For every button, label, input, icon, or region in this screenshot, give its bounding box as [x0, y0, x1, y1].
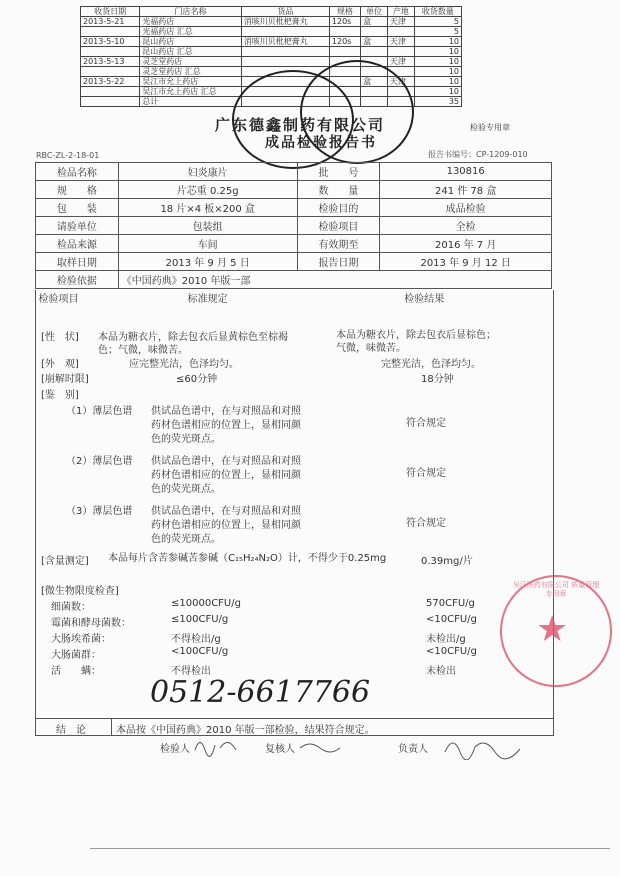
info-row — [36, 163, 552, 181]
receipt-cell — [387, 27, 414, 37]
item-result: 符合规定 — [406, 418, 446, 429]
receipt-cell — [361, 47, 388, 57]
handwritten-phone: 0512-6617766 — [150, 675, 371, 710]
receipt-row — [81, 17, 462, 27]
info-value: 2013 年 9 月 12 日 — [380, 253, 552, 271]
micro-standard: ≤10000CFU/g — [171, 598, 241, 609]
conclusion-text: 本品按《中国药典》2010 年版一部检验，结果符合规定。 — [116, 725, 375, 736]
report-number: 报告书编号：CP-1209-010 — [428, 150, 528, 159]
receipt-cell — [81, 87, 140, 97]
receipt-cell: 10 — [414, 87, 461, 97]
info-value: 2016 年 7 月 — [380, 235, 552, 253]
item-standard: 本品为糖衣片，除去包衣后显黄棕色至棕褐 — [98, 332, 288, 343]
col-item: 检验项目 — [38, 294, 79, 305]
info-label: 报告日期 — [297, 253, 380, 271]
item-standard: 药材色谱相应的位置上，显相同颜 — [151, 520, 301, 531]
receipt-row — [81, 57, 462, 67]
micro-standard: 不得检出/g — [171, 634, 221, 645]
info-label: 请验单位 — [36, 217, 119, 235]
item-result: 18分钟 — [421, 374, 454, 385]
receipt-cell: 天津 — [387, 37, 414, 47]
basis-value: 《中国药典》2010 年版一部 — [118, 271, 551, 289]
receipt-row — [81, 47, 462, 57]
receipt-cell: 5 — [414, 27, 461, 37]
info-value: 包装组 — [118, 217, 297, 235]
item-label: [鉴 别] — [41, 390, 79, 401]
receipt-cell — [329, 27, 360, 37]
receipt-header-cell: 规格 — [329, 7, 360, 17]
fax-footer-line — [90, 848, 610, 849]
receipt-cell: 10 — [414, 37, 461, 47]
info-row — [36, 217, 552, 235]
col-result: 检验结果 — [404, 294, 445, 305]
micro-standard: 不得检出 — [171, 666, 211, 677]
info-label: 包 装 — [36, 199, 119, 217]
receipt-cell: 2013-5-10 — [81, 37, 140, 47]
red-company-stamp — [500, 575, 612, 687]
info-label: 检验目的 — [297, 199, 380, 217]
item-result: 0.39mg/片 — [421, 556, 473, 567]
info-value: 全检 — [380, 217, 552, 235]
info-value: 241 件 78 盒 — [380, 181, 552, 199]
receipt-cell — [361, 27, 388, 37]
test-items — [35, 290, 554, 736]
receipt-header-cell: 产地 — [387, 7, 414, 17]
item-label: [微生物限度检查] — [41, 586, 119, 597]
item-result: 完整光洁，色泽均匀。 — [381, 359, 481, 370]
receipt-header-cell: 收货日期 — [81, 7, 140, 17]
receipt-cell: 灵芝堂药店 — [140, 57, 242, 67]
info-value: 片芯重 0.25g — [118, 181, 297, 199]
item-result: 符合规定 — [406, 518, 446, 529]
receipt-cell: 吴江市允上药店 — [140, 77, 242, 87]
receipt-cell — [241, 47, 329, 57]
receipt-header — [81, 7, 462, 17]
sub-item-label: （3）薄层色谱 — [66, 506, 133, 517]
info-label: 规 格 — [36, 181, 119, 199]
info-label: 检品来源 — [36, 235, 119, 253]
receipt-cell: 天津 — [387, 77, 414, 87]
item-standard: 色的荧光斑点。 — [151, 484, 221, 495]
receipt-cell: 10 — [414, 77, 461, 87]
receipt-cell: 120s — [329, 37, 360, 47]
receipt-cell — [81, 27, 140, 37]
form-code: RBC-ZL-2-18-01 — [36, 151, 100, 160]
conclusion-label: 结 论 — [56, 725, 86, 736]
receipt-header-cell: 货品 — [241, 7, 329, 17]
micro-standard: ≤100CFU/g — [171, 614, 229, 625]
reviewer-label: 复核人 — [265, 744, 295, 755]
item-standard: ≤60分钟 — [176, 374, 218, 385]
sub-item-label: （2）薄层色谱 — [66, 456, 133, 467]
black-stamp-right — [300, 60, 414, 164]
handwritten-signatures — [190, 730, 550, 760]
receipt-header-cell: 单位 — [361, 7, 388, 17]
info-value: 130816 — [380, 163, 552, 181]
receipt-cell — [81, 47, 140, 57]
stamp-text: 检验专用章 — [470, 123, 510, 132]
item-standard: 色的荧光斑点。 — [151, 534, 221, 545]
item-label: [崩解时限] — [41, 374, 89, 385]
item-standard: 色；气微，味微苦。 — [98, 345, 188, 356]
item-label: [含量测定] — [41, 556, 89, 567]
info-row — [36, 235, 552, 253]
receipt-row — [81, 37, 462, 47]
basis-label: 检验依据 — [36, 271, 119, 289]
item-label: [外 观] — [41, 359, 79, 370]
info-row — [36, 253, 552, 271]
star-icon: ★ — [536, 609, 569, 650]
receipt-header-cell: 收货数量 — [414, 7, 461, 17]
stamp-text: 吴江医药有限公司 质量管理专用章 — [512, 581, 600, 598]
info-value: 妇炎康片 — [118, 163, 297, 181]
item-standard: 本品每片含苦参碱苦参碱（C₁₅H₂₄N₂O）计，不得少于0.25mg — [108, 553, 387, 564]
receipt-cell — [241, 57, 329, 67]
receipt-cell: 10 — [414, 67, 461, 77]
info-label: 有效期至 — [297, 235, 380, 253]
micro-result: <10CFU/g — [426, 646, 477, 657]
receipt-cell: 灵芝堂药店 汇总 — [140, 67, 242, 77]
receipt-cell: 消咳川贝枇杷膏丸 — [241, 37, 329, 47]
receipt-cell: 总计 — [140, 97, 242, 107]
micro-result: 未检出/g — [426, 634, 466, 645]
receipt-cell: 10 — [414, 47, 461, 57]
receipt-cell: 5 — [414, 17, 461, 27]
report-title: 成品检验报告书 — [265, 135, 377, 151]
receipt-cell: 光福药店 — [140, 17, 242, 27]
receipt-cell: 吴江市允上药店 汇总 — [140, 87, 242, 97]
receipt-cell — [241, 27, 329, 37]
info-label: 批 号 — [297, 163, 380, 181]
micro-result: 570CFU/g — [426, 598, 475, 609]
info-row — [36, 199, 552, 217]
info-value: 成品检验 — [380, 199, 552, 217]
item-result: 气微，味微苦。 — [336, 343, 406, 354]
info-value: 18 片×4 板×200 盒 — [118, 199, 297, 217]
receipt-header-cell: 门店名称 — [140, 7, 242, 17]
receipt-cell: 消咳川贝枇杷膏丸 — [241, 17, 329, 27]
company-title: 广东德鑫制药有限公司 — [215, 116, 386, 134]
item-standard: 药材色谱相应的位置上，显相同颜 — [151, 470, 301, 481]
item-standard: 供试品色谱中，在与对照品和对照 — [151, 406, 301, 417]
item-standard: 供试品色谱中，在与对照品和对照 — [151, 506, 301, 517]
receipt-cell: 天津 — [387, 57, 414, 67]
receipt-cell: 2013-5-13 — [81, 57, 140, 67]
item-label: [性 状] — [41, 332, 79, 343]
item-standard: 药材色谱相应的位置上，显相同颜 — [151, 420, 301, 431]
receipt-cell: 昆山药店 汇总 — [140, 47, 242, 57]
info-label: 数 量 — [297, 181, 380, 199]
info-label: 检品名称 — [36, 163, 119, 181]
micro-result: 未检出 — [426, 666, 456, 677]
info-label: 检验项目 — [297, 217, 380, 235]
micro-item: 霉菌和酵母菌数： — [51, 618, 131, 629]
micro-item: 活 螨： — [51, 666, 101, 677]
receipt-cell — [329, 47, 360, 57]
responsible-label: 负责人 — [398, 744, 428, 755]
info-value: 2013 年 9 月 5 日 — [118, 253, 297, 271]
sub-item-label: （1）薄层色谱 — [66, 406, 133, 417]
inspector-label: 检验人 — [160, 744, 190, 755]
receipt-cell: 光福药店 汇总 — [140, 27, 242, 37]
receipt-cell: 10 — [414, 57, 461, 67]
receipt-cell: 盒 — [361, 17, 388, 27]
receipt-cell: 昆山药店 — [140, 37, 242, 47]
micro-standard: <100CFU/g — [171, 646, 229, 657]
receipt-cell — [81, 67, 140, 77]
item-standard: 应完整光洁，色泽均匀。 — [129, 359, 239, 370]
item-result: 符合规定 — [406, 468, 446, 479]
receipt-row — [81, 27, 462, 37]
info-row — [36, 181, 552, 199]
receipt-cell: 2013-5-21 — [81, 17, 140, 27]
micro-item: 细菌数： — [51, 602, 91, 613]
micro-item: 大肠埃希菌： — [51, 634, 111, 645]
receipt-cell — [81, 97, 140, 107]
receipt-cell: 盒 — [361, 77, 388, 87]
item-standard: 供试品色谱中，在与对照品和对照 — [151, 456, 301, 467]
sample-info-table — [35, 162, 552, 306]
item-standard: 色的荧光斑点。 — [151, 434, 221, 445]
receipt-cell: 35 — [414, 97, 461, 107]
receipt-cell: 120s — [329, 17, 360, 27]
receipt-cell: 天津 — [387, 17, 414, 27]
micro-result: <10CFU/g — [426, 614, 477, 625]
info-label: 取样日期 — [36, 253, 119, 271]
info-value: 车间 — [118, 235, 297, 253]
item-result: 本品为糖衣片，除去包衣后显棕色； — [336, 330, 496, 341]
receipt-cell — [387, 47, 414, 57]
col-standard: 标准规定 — [187, 294, 228, 305]
receipt-cell: 2013-5-22 — [81, 77, 140, 87]
receipt-cell: 盒 — [361, 37, 388, 47]
micro-item: 大肠菌群： — [51, 650, 101, 661]
